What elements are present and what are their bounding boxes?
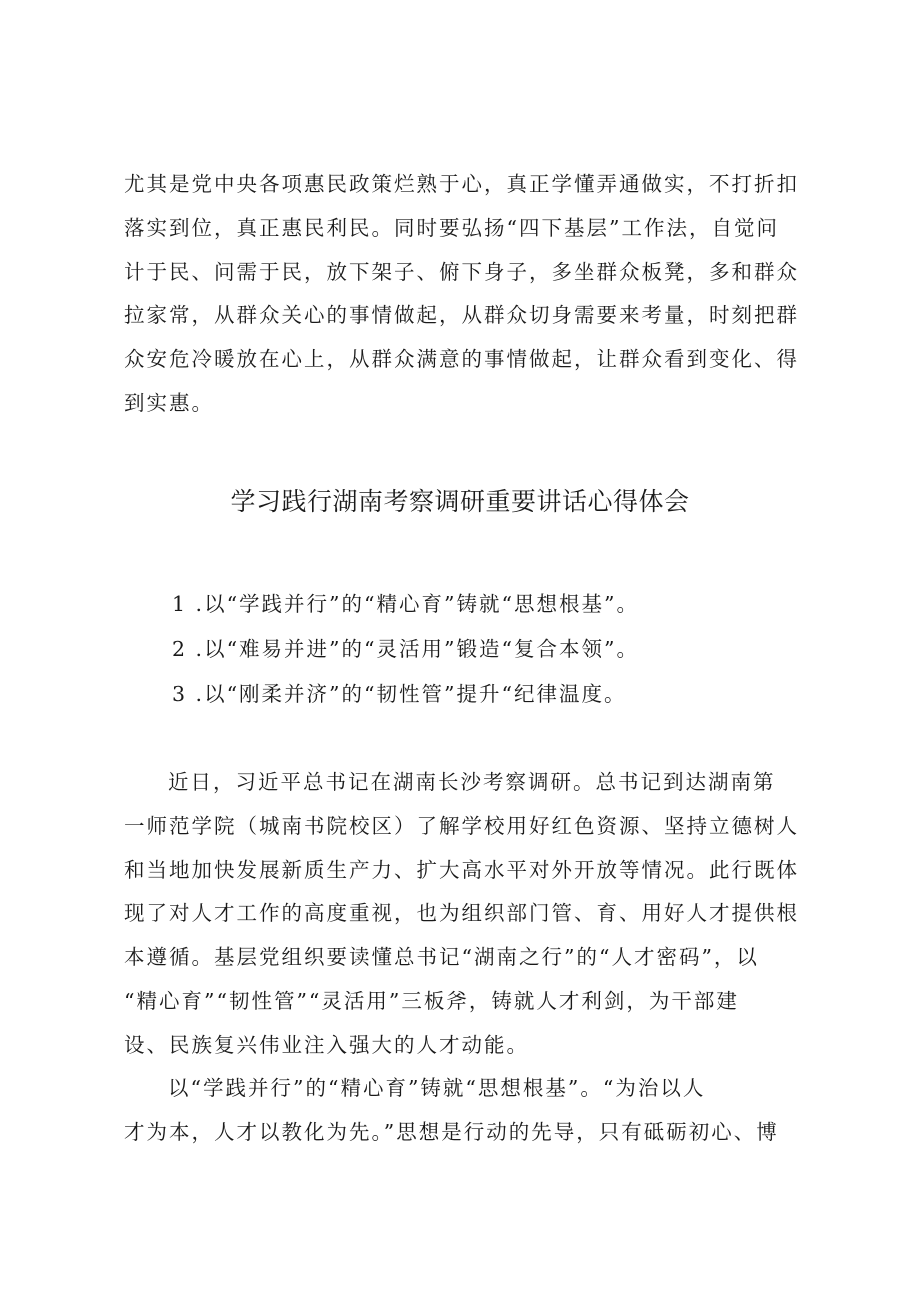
paragraph-line: 拉家常，从群众关心的事情做起，从群众切身需要来考量，时刻把群 — [124, 303, 799, 328]
intro-paragraph — [124, 163, 804, 426]
paragraph-line: 一师范学院（城南书院校区）了解学校用好红色资源、坚持立德树人 — [124, 813, 799, 838]
outline-list — [172, 582, 639, 717]
paragraph-line: 和当地加快发展新质生产力、扩大高水平对外开放等情况。此行既体 — [124, 857, 799, 882]
article-title: 学习践行湖南考察调研重要讲话心得体会 — [230, 487, 690, 516]
paragraph-line: 才为本，人才以教化为先。”思想是行动的先导，只有砥砺初心、博 — [124, 1119, 779, 1144]
paragraph-line: “精心育”“韧性管”“灵活用”三板斧，铸就人才利剑，为干部建 — [124, 988, 739, 1013]
outline-item: 2 .以“难易并进”的“灵活用”锻造“复合本领”。 — [172, 637, 639, 661]
outline-item: 3 .以“刚柔并济”的“韧性管”提升“纪律温度。 — [172, 682, 627, 706]
paragraph-line: 计于民、问需于民，放下架子、俯下身子，多坐群众板凳，多和群众 — [124, 259, 799, 284]
paragraph-line: 本遵循。基层党组织要读懂总书记“湖南之行”的“人才密码”，以 — [124, 945, 759, 970]
body-paragraph-1 — [124, 761, 804, 1068]
paragraph-line: 现了对人才工作的高度重视，也为组织部门管、育、用好人才提供根 — [124, 901, 799, 926]
outline-item: 1 .以“学践并行”的“精心育”铸就“思想根基”。 — [172, 592, 639, 616]
paragraph-line: 近日，习近平总书记在湖南长沙考察调研。总书记到达湖南第 — [168, 770, 776, 794]
paragraph-line: 落实到位，真正惠民利民。同时要弘扬“四下基层”工作法，自觉问 — [124, 215, 779, 240]
paragraph-line: 众安危冷暖放在心上，从群众满意的事情做起，让群众看到变化、得 — [124, 347, 799, 372]
body-paragraph-2 — [124, 1067, 804, 1155]
paragraph-line: 设、民族复兴伟业注入强大的人才动能。 — [124, 1032, 529, 1057]
paragraph-line: 到实惠。 — [124, 390, 214, 415]
paragraph-line: 以“学践并行”的“精心育”铸就“思想根基”。“为治以人 — [168, 1076, 706, 1100]
paragraph-line: 尤其是党中央各项惠民政策烂熟于心，真正学懂弄通做实，不打折扣 — [124, 172, 799, 196]
